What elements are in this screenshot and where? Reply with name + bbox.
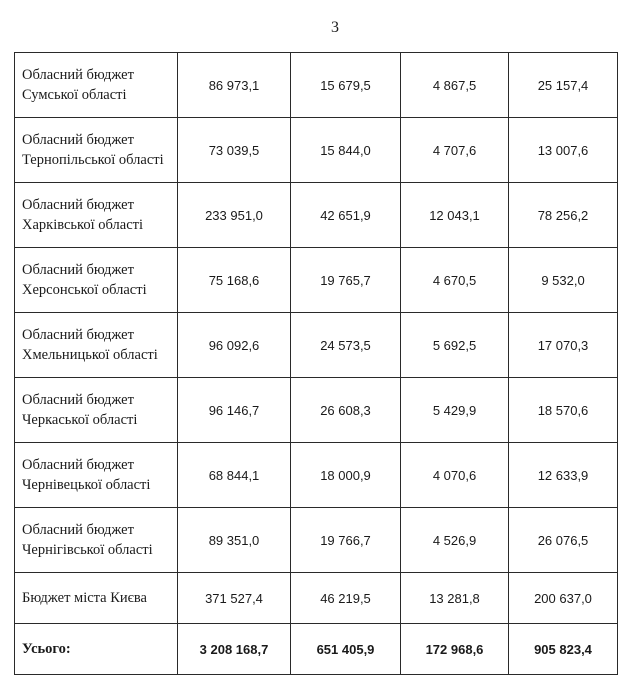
value-cell-2: 26 608,3 bbox=[291, 378, 401, 443]
value-cell-1: 96 146,7 bbox=[178, 378, 291, 443]
value-cell-4: 26 076,5 bbox=[509, 508, 618, 573]
value-cell-2: 19 766,7 bbox=[291, 508, 401, 573]
budget-name-line1: Обласний бюджет bbox=[22, 132, 134, 148]
value-cell-2: 18 000,9 bbox=[291, 443, 401, 508]
value-cell-3: 5 429,9 bbox=[401, 378, 509, 443]
total-value-4: 905 823,4 bbox=[509, 624, 618, 675]
value-cell-1: 75 168,6 bbox=[178, 248, 291, 313]
budget-name-line1: Обласний бюджет bbox=[22, 262, 134, 278]
budget-name-line1: Обласний бюджет bbox=[22, 197, 134, 213]
value-cell-1: 89 351,0 bbox=[178, 508, 291, 573]
value-cell-2: 46 219,5 bbox=[291, 573, 401, 624]
value-cell-3: 4 707,6 bbox=[401, 118, 509, 183]
budget-name-line2: Сумської області bbox=[22, 87, 127, 103]
table-row bbox=[15, 183, 618, 248]
value-cell-1: 68 844,1 bbox=[178, 443, 291, 508]
total-value-2: 651 405,9 bbox=[291, 624, 401, 675]
budget-name-line1: Обласний бюджет bbox=[22, 457, 134, 473]
value-cell-3: 4 670,5 bbox=[401, 248, 509, 313]
table-row bbox=[15, 508, 618, 573]
budget-name-line2: Черкаської області bbox=[22, 412, 138, 428]
total-row bbox=[15, 624, 618, 675]
value-cell-3: 13 281,8 bbox=[401, 573, 509, 624]
budget-name-cell bbox=[15, 573, 178, 624]
value-cell-1: 73 039,5 bbox=[178, 118, 291, 183]
value-cell-1: 96 092,6 bbox=[178, 313, 291, 378]
value-cell-2: 24 573,5 bbox=[291, 313, 401, 378]
value-cell-4: 78 256,2 bbox=[509, 183, 618, 248]
table-row bbox=[15, 53, 618, 118]
table-row bbox=[15, 118, 618, 183]
budget-name-cell bbox=[15, 118, 178, 183]
budget-name-line2: Чернігівської області bbox=[22, 542, 153, 558]
budget-name-line1: Обласний бюджет bbox=[22, 392, 134, 408]
value-cell-4: 17 070,3 bbox=[509, 313, 618, 378]
value-cell-4: 13 007,6 bbox=[509, 118, 618, 183]
table-row bbox=[15, 573, 618, 624]
table-row bbox=[15, 378, 618, 443]
budget-name-cell bbox=[15, 183, 178, 248]
value-cell-1: 86 973,1 bbox=[178, 53, 291, 118]
value-cell-3: 4 070,6 bbox=[401, 443, 509, 508]
value-cell-4: 9 532,0 bbox=[509, 248, 618, 313]
budget-name-cell bbox=[15, 53, 178, 118]
budget-name-cell bbox=[15, 443, 178, 508]
budget-name-line1: Обласний бюджет bbox=[22, 522, 134, 538]
budget-name-cell bbox=[15, 248, 178, 313]
value-cell-1: 233 951,0 bbox=[178, 183, 291, 248]
budget-name-line2: Хмельницької області bbox=[22, 347, 158, 363]
value-cell-4: 25 157,4 bbox=[509, 53, 618, 118]
value-cell-4: 200 637,0 bbox=[509, 573, 618, 624]
value-cell-3: 4 526,9 bbox=[401, 508, 509, 573]
value-cell-3: 5 692,5 bbox=[401, 313, 509, 378]
budget-name-line1: Обласний бюджет bbox=[22, 67, 134, 83]
budget-name-line2: Тернопільської області bbox=[22, 152, 164, 168]
page-number: 3 bbox=[331, 19, 339, 36]
value-cell-4: 12 633,9 bbox=[509, 443, 618, 508]
value-cell-2: 19 765,7 bbox=[291, 248, 401, 313]
value-cell-3: 4 867,5 bbox=[401, 53, 509, 118]
table-row bbox=[15, 248, 618, 313]
budget-name-line1: Обласний бюджет bbox=[22, 327, 134, 343]
budget-name-cell bbox=[15, 378, 178, 443]
value-cell-2: 42 651,9 bbox=[291, 183, 401, 248]
value-cell-2: 15 679,5 bbox=[291, 53, 401, 118]
value-cell-1: 371 527,4 bbox=[178, 573, 291, 624]
value-cell-3: 12 043,1 bbox=[401, 183, 509, 248]
table-row bbox=[15, 443, 618, 508]
table-row bbox=[15, 313, 618, 378]
budget-name-cell bbox=[15, 313, 178, 378]
total-value-3: 172 968,6 bbox=[401, 624, 509, 675]
budget-name-line2: Харківської області bbox=[22, 217, 143, 233]
value-cell-2: 15 844,0 bbox=[291, 118, 401, 183]
budget-name-line2: Херсонської області bbox=[22, 282, 147, 298]
value-cell-4: 18 570,6 bbox=[509, 378, 618, 443]
budget-name-line1: Бюджет міста Києва bbox=[22, 590, 147, 606]
budget-table bbox=[14, 52, 618, 675]
total-label: Усього: bbox=[15, 624, 178, 675]
budget-name-cell bbox=[15, 508, 178, 573]
budget-name-line2: Чернівецької області bbox=[22, 477, 151, 493]
total-value-1: 3 208 168,7 bbox=[178, 624, 291, 675]
